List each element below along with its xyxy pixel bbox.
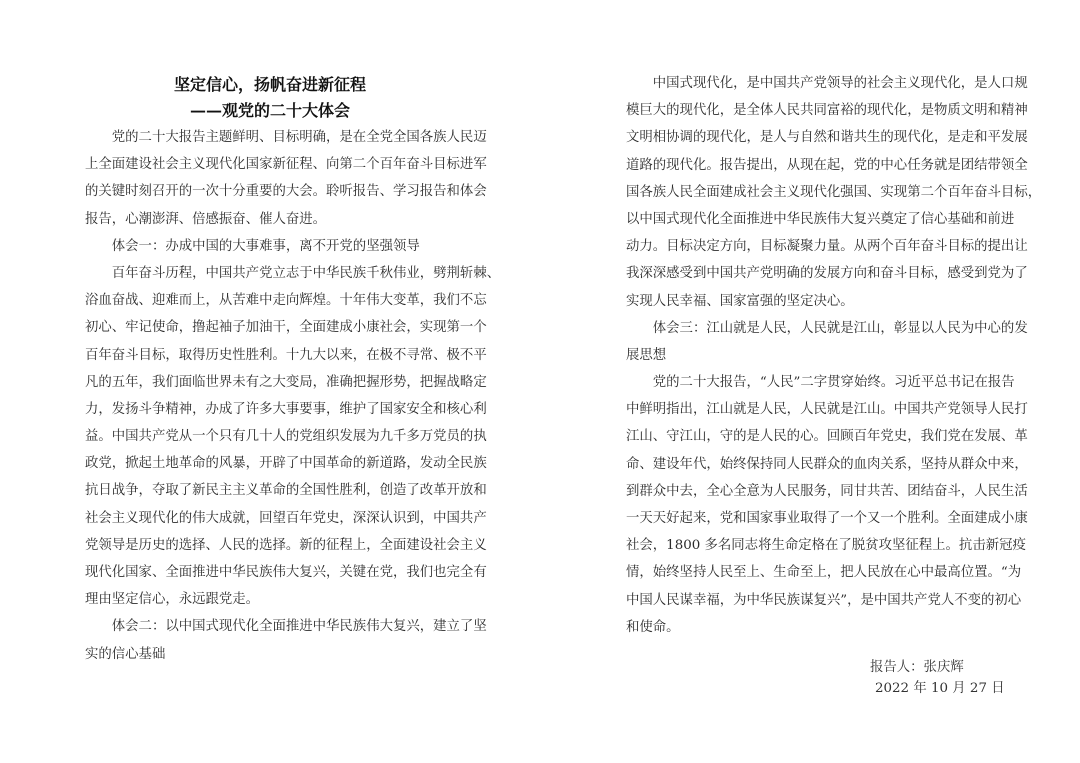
text-line: 益。中国共产党从一个只有几十人的党组织发展为九千多万党员的执: [85, 429, 487, 445]
text-line: 和使命。: [626, 619, 680, 635]
text-line: 命、建设年代，始终保持同人民群众的血肉关系，坚持从群众中来，: [626, 456, 1028, 472]
text-line: 动力。目标决定方向，目标凝聚力量。从两个百年奋斗目标的提出让: [626, 239, 1028, 255]
section-heading-3-cont: 展思想: [626, 347, 667, 363]
text-line: 浴血奋战、迎难而上，从苦难中走向辉煌。十年伟大变革，我们不忘: [85, 293, 487, 309]
text-line: 我深深感受到中国共产党明确的发展方向和奋斗目标，感受到党为了: [626, 266, 1028, 282]
text-line: 现代化国家、全面推进中华民族伟大复兴，关键在党，我们也完全有: [85, 565, 487, 580]
text-line: 力，发扬斗争精神，办成了许多大事要事，维护了国家安全和核心利: [85, 401, 487, 417]
section-heading-1: 体会一：办成中国的大事难事，离不开党的坚强领导: [85, 238, 420, 254]
report-date: 2022 年 10 月 27 日: [875, 681, 1005, 696]
text-line: 上全面建设社会主义现代化国家新征程、向第二个百年奋斗目标进军: [85, 157, 487, 173]
text-line: 党的二十大报告，“人民”二字贯穿始终。习近平总书记在报告: [626, 375, 1015, 391]
text-line: 一天天好起来，党和国家事业取得了一个又一个胜利。全面建成小康: [626, 511, 1028, 526]
text-line: 百年奋斗历程，中国共产党立志于中华民族千秋伟业，劈荆斩棘、: [85, 265, 501, 281]
text-line: 模巨大的现代化，是全体人民共同富裕的现代化，是物质文明和精神: [626, 103, 1028, 119]
text-line: 道路的现代化。报告提出，从现在起，党的中心任务就是团结带领全: [626, 157, 1028, 173]
text-line: 国各族人民全面建成社会主义现代化强国、实现第二个百年奋斗目标，: [626, 184, 1042, 200]
text-line: 理由坚定信心，永远跟党走。: [85, 592, 260, 608]
text-line: 中国人民谋幸福，为中华民族谋复兴”，是中国共产党人不变的初心: [626, 592, 1022, 608]
text-line: 到群众中去，全心全意为人民服务，同甘共苦、团结奋斗，人民生活: [626, 483, 1028, 499]
text-line: 江山、守江山，守的是人民的心。回顾百年党史，我们党在发展、革: [626, 429, 1028, 445]
text-line: 报告，心潮澎湃、倍感振奋、催人奋进。: [85, 211, 327, 227]
document-subtitle: ——观党的二十大体会: [189, 101, 350, 120]
section-heading-2: 体会二：以中国式现代化全面推进中华民族伟大复兴，建立了坚: [85, 619, 487, 635]
text-line: 实现人民幸福、国家富强的坚定决心。: [626, 293, 854, 309]
text-line: 百年奋斗目标，取得历史性胜利。十九大以来，在极不寻常、极不平: [85, 347, 487, 363]
text-line: 凡的五年，我们面临世界未有之大变局，准确把握形势，把握战略定: [85, 374, 487, 390]
document-title: 坚定信心，扬帆奋进新征程: [173, 75, 366, 94]
right-page: [540, 0, 1080, 763]
text-line: 中国式现代化，是中国共产党领导的社会主义现代化，是人口规: [626, 76, 1028, 91]
reporter-signature: 报告人：张庆辉: [870, 660, 964, 675]
text-line: 中鲜明指出，江山就是人民，人民就是江山。中国共产党领导人民打: [626, 402, 1028, 418]
text-line: 社会，1800 多名同志将生命定格在了脱贫攻坚征程上。抗击新冠疫: [626, 538, 1026, 554]
text-line: 以中国式现代化全面推进中华民族伟大复兴奠定了信心基础和前进: [626, 211, 1015, 227]
text-line: 政党，掀起土地革命的风暴，开辟了中国革命的新道路，发动全民族: [85, 456, 487, 472]
section-heading-2-cont: 实的信心基础: [85, 646, 166, 662]
text-line: 的关键时刻召开的一次十分重要的大会。聆听报告、学习报告和体会: [85, 184, 487, 200]
left-body-intro: [85, 124, 501, 668]
section-heading-3: 体会三：江山就是人民，人民就是江山，彰显以人民为中心的发: [626, 320, 1028, 336]
text-line: 党领导是历史的选择、人民的选择。新的征程上，全面建设社会主义: [85, 537, 487, 553]
right-body: [626, 70, 1042, 641]
text-line: 抗日战争，夺取了新民主主义革命的全国性胜利，创造了改革开放和: [85, 483, 487, 499]
text-line: 文明相协调的现代化，是人与自然和谐共生的现代化，是走和平发展: [626, 130, 1028, 146]
text-line: 情，始终坚持人民至上、生命至上，把人民放在心中最高位置。“为: [626, 565, 1022, 581]
text-line: 初心、牢记使命，撸起袖子加油干，全面建成小康社会，实现第一个: [85, 320, 487, 336]
text-line: 党的二十大报告主题鲜明、目标明确，是在全党全国各族人民迈: [85, 130, 487, 145]
text-line: 社会主义现代化的伟大成就，回望百年党史，深深认识到，中国共产: [85, 510, 487, 526]
